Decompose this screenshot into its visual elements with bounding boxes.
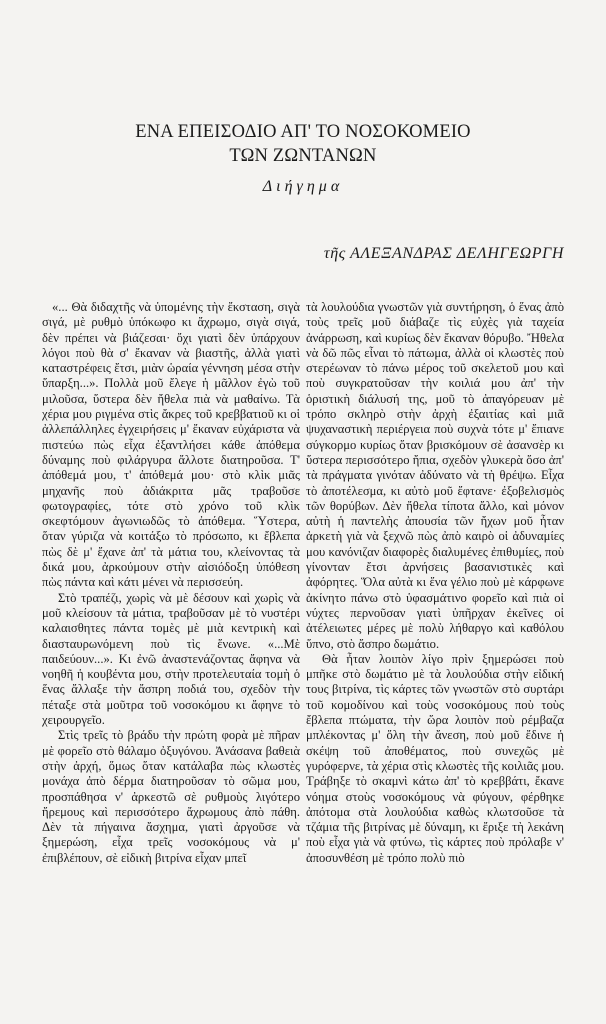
left-paragraph-2: Στὸ τραπέζι, χωρὶς νὰ μὲ δέσουν καὶ χωρὶς νὰ μοῦ κλείσουν τὰ μάτια, τραβοῦσαν μὲ τὸ νυστέρι καλαισθητες πάντα τομὲς μὲ μιὰ κεντρικὴ καὶ διασταυρωνόμενη ποὺ τὶς ἕνωνε. «...Μὲ παιδεύουν...». Κι ἐνῶ ἀναστενάζοντας ἄφηνα νὰ νοηθῆ ἡ κουβέντα μου, στὴν προτελευταία τομὴ ὁ ἕνας ἄλλαξε τὴν ἄσπρη ποδιά του, σχεδὸν τὴν πέταξε στὰ μοῦτρα τοῦ νοσοκόμου κι ἄφηνε τὸ χειρουργεῖο. — [42, 590, 300, 728]
right-paragraph-1: τὰ λουλούδια γνωστῶν γιὰ συντήρηση, ὁ ἕνας ἀπὸ τοὺς τρεῖς μοῦ διάβαζε τὶς εὐχὲς γιὰ ταχεία ἀνάρρωση, καὶ κυρίως δὲν ἔκαναν θόρυβο. Ἤθελα νὰ δῶ πῶς εἶναι τὸ πάτωμα, ἀλλὰ οἱ κλωστὲς ποὺ στερέωναν τὸ πάνω μέρος τοῦ σκελετοῦ μου καὶ ποὺ συγκρατοῦσαν τὴν κοιλιά μου ἀπ' τὴν ὁριστικὴ διάλυσή της, μοῦ τὸ ἀπαγόρευαν μὲ τρόπο σκληρὸ στὴν ἀρχὴ ἐξαιτίας καὶ μιᾶ ψυχαναστικὴ περιέργεια ποὺ συχνὰ τότε μ' ἔπιανε σύγκορμο κυρίως ὅταν βρισκόμουν σὲ ἀσανσὲρ κι ὕστερα περισσότερο ἤπια, σχεδὸν γλυκερὰ ὅσο ἀπ' τὰ πράγματα γινόταν ἀδύνατο νὰ τὴ θρέψω. Εἶχα τὸ ἀποτέλεσμα, κι αὐτὸ μοῦ ἔφτανε· ἐξοβελισμὸς τῶν θορύβων. Δὲν ἤθελα τίποτα ἄλλο, καὶ μόνον αὐτὴ ἡ παντελὴς ἀπουσία τῶν ἤχων μοῦ ἦταν ἀρκετὴ γιὰ νὰ ξεχνῶ πὼς ἀπὸ καιρὸ οἱ ἀδυναμίες μου κανόνιζαν διαφορὲς διαλυμένες ἐπιθυμίες, ποὺ γίνονταν ἔτσι ἀρνήσεις βασανιστικὲς καὶ ἀφόρητες. Ὅλα αὐτὰ κι ἕνα γέλιο ποὺ μὲ κάρφωνε ἀκίνητο πάνω στὸ ὑφασμάτινο φορεῖο καὶ πιὰ οἱ νύχτες περνοῦσαν γιατὶ ὑπῆρχαν ἐκεῖνες οἱ ἀτέλειωτες μέρες μὲ πολὺ λήθαργο καὶ καθόλου ὕπνο, στὸ ἄσπρο δωμάτιο. — [306, 300, 564, 651]
right-paragraph-2: Θὰ ἦταν λοιπὸν λίγο πρὶν ξημερώσει ποὺ μπῆκε στὸ δωμάτιο μὲ τὰ λουλούδια στὴν εἰδική τους βιτρίνα, τὶς κάρτες τῶν γνωστῶν στὸ συρτάρι τοῦ κομοδίνου καὶ τοὺς νοσοκόμους ποὺ τοὺς ἔβλεπα πτώματα, τὴν ὥρα λοιπὸν ποὺ ρέμβαζα μπλέκοντας μ' ὅλη τὴν ἄνεση, ποὺ μοῦ ἔδινε ἡ σκέψη τοῦ ἀποθέματος, ποὺ συνεχῶς μὲ γυρόφερνε, τὰ χέρια στὶς κλωστὲς τῆς κοιλιᾶς μου. Τράβηξε τὸ σκαμνὶ κάτω ἀπ' τὸ κρεββάτι, ἔκανε νόημα στοὺς νοσοκόμους νὰ φύγουν, φέρθηκε ἀπότομα στὰ λουλούδια καθὼς κλωτσοῦσε τὰ τζάμια τῆς βιτρίνας μὲ δύναμη, κι ἔριξε τὴ λεκάνη ποὺ εἶχα γιὰ νὰ φτύνω, τὶς κάρτες ποὺ πρόλαβε ν' ἀποσυνθέση μὲ τρόπο πολὺ πιὸ — [306, 651, 564, 865]
left-paragraph-3: Στὶς τρεῖς τὸ βράδυ τὴν πρώτη φορὰ μὲ πῆραν μὲ φορεῖο στὸ θάλαμο ὀξυγόνου. Ἀνάσανα βαθειὰ στὴν ἀρχή, ὅμως ὅταν κατάλαβα πὼς κλωστὲς μονάχα ἀπὸ δέρμα διατηροῦσαν τὸ σῶμα μου, προσπάθησα ν' ἀρκεστῶ σὲ ρυθμοὺς λιγότερο ἤρεμους καὶ περισσότερο ἄχρωμους ἀπὸ πάθη. Δὲν τὰ πήγαινα ἄσχημα, γιατὶ ἀργοῦσε νὰ ξημερώση, εἶχα τρεῖς νοσοκόμους νὰ μ' ἐπιβλέπουν, σὲ εἰδικὴ βιτρίνα εἶχαν μπεῖ — [42, 728, 300, 865]
left-text-column — [42, 300, 300, 1012]
article-subtitle: Διήγημα — [262, 178, 344, 195]
right-text-column — [306, 300, 564, 1012]
author-byline: τῆς ΑΛΕΞΑΝΔΡΑΣ ΔΕΛΗΓΕΩΡΓΗ — [323, 245, 564, 262]
article-title-line-1: ΕΝΑ ΕΠΕΙΣΟΔΙΟ ΑΠ' ΤΟ ΝΟΣΟΚΟΜΕΙΟ — [135, 122, 471, 142]
article-title-line-2: ΤΩΝ ΖΩΝΤΑΝΩΝ — [229, 146, 377, 166]
left-paragraph-1: «... Θὰ διδαχτῆς νὰ ὑπομένης τὴν ἔκσταση, σιγὰ σιγά, μὲ ρυθμὸ ὑπόκωφο κι ἄχρωμο, σιγὰ σιγά, δὲν πρέπει νὰ βιάζεσαι· ὄχι γιατὶ δὲν ὑπάρχουν λόγοι ποὺ θὰ σ' ἔκαναν νὰ βιαστῆς, ἀλλὰ γιατὶ καταστρέφεις ἔτσι, μιὰν ὡραία γέννηση μέσα στὴν ὕπαρξη...». Πολλὰ μοῦ ἔλεγε ἡ μᾶλλον ἐγὼ τοῦ μιλοῦσα, ὕστερα δὲν ἤθελα πιὰ νὰ μαθαίνω. Τὰ χέρια μου ριγμένα στὶς ἄκρες τοῦ κρεββατιοῦ κι οἱ ἀλλεπάλληλες ἐγχειρήσεις μ' ἔκαναν εὐχάριστα νὰ πιστεύω πὼς εἶχα ἐξαντλήσει κάθε ἀπόθεμα δύναμης ποὺ φιλάργυρα ἄλλοτε διατηροῦσα. Τ' ἀπόθεμά μου, τ' ἀπόθεμά μου· στὸ κλὶκ μιᾶς μηχανῆς ποὺ ἀδιάκριτα μᾶς τραβοῦσε φωτογραφίες, τότε στὸ χρόνο τοῦ κλὶκ σκεφτόμουν ἀγωνιωδῶς τὸ ἀπόθεμα. Ὕστερα, ὅταν γύριζα νὰ κοιτάξω τὸ πρόσωπο, κι ἔβλεπα πὼς δὲ μ' ἔχανε ἀπ' τὰ μάτια του, κλείνοντας τὰ δικά μου, ἀρκούμουν στὴν αἰσιόδοξη ὑπόθεση πὼς πάντα καὶ κάτι μένει νὰ περισσεύη. — [42, 300, 300, 590]
